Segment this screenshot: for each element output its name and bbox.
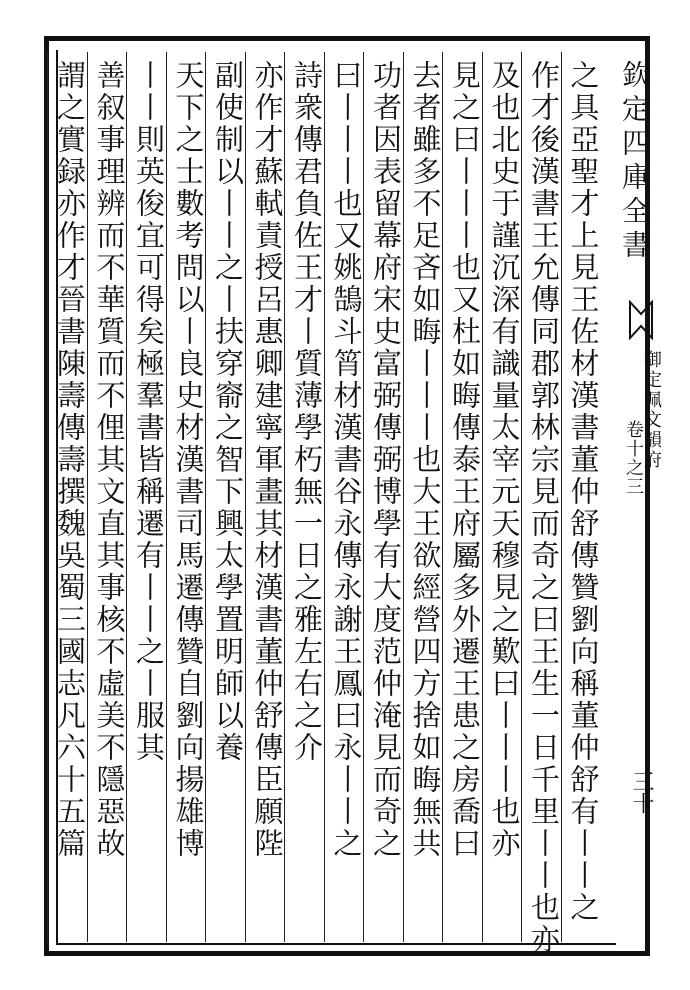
- text-column: 之具亞聖才上見王佐材漢書董仲舒傳贊劉向稱董仲舒有丨丨之: [566, 60, 601, 924]
- text-column: 丨丨則英俊宜可得矣極羣書皆稱遷有丨丨之丨服其: [132, 60, 166, 764]
- text-column: 功者因表留幕府宋史富弼傳弼博學有大度范仲淹見而奇之: [369, 60, 403, 860]
- text-column: 副使制以丨丨之丨扶穿窬之智下興太學置明師以養: [211, 60, 245, 764]
- text-column: 亦作才蘇軾責授呂惠卿建寧軍畫其材漢書董仲舒傳臣願陛: [250, 60, 285, 860]
- text-column: 及也北史于謹沉深有識量太宰元天穆見之歎曰丨丨丨也亦: [487, 60, 522, 860]
- text-column: 曰丨丨丨也又姚鵠斗筲材漢書谷永傳永謝王鳳曰永丨丨之: [329, 60, 364, 860]
- volume-label: 卷十之三: [623, 420, 644, 496]
- page-number: 三十: [629, 770, 654, 814]
- column-rule: [47, 52, 48, 942]
- fish-tail-mark: [628, 300, 654, 340]
- text-column: 作才後漢書王允傳同郡郭林宗見而奇之曰王生一日千里丨丨也亦: [527, 60, 561, 956]
- book-title: 欽定四庫全書: [618, 60, 651, 264]
- text-column: 天下之士數考問以丨良史材漢書司馬遷傳贊自劉向揚雄博: [171, 60, 206, 860]
- text-column: 去者雖多不足吝如晦丨丨丨也大王欲經營四方捨如晦無共: [408, 60, 443, 860]
- section-title: 御定佩文韻府: [641, 350, 662, 470]
- text-column: 善叙事理辨而不華質而不俚其文直其事核不虛美不隱惡故: [92, 60, 127, 860]
- text-column: 詩衆傳君負佐王才丨質薄學朽無一日之雅左右之介: [290, 60, 324, 764]
- text-column: 見之曰丨丨丨也又杜如晦傳泰王府屬多外遷王患之房喬曰: [448, 60, 482, 860]
- text-column: 謂之實録亦作才晉書陳壽傳壽撰魏吳蜀三國志凡六十五篇: [53, 60, 87, 860]
